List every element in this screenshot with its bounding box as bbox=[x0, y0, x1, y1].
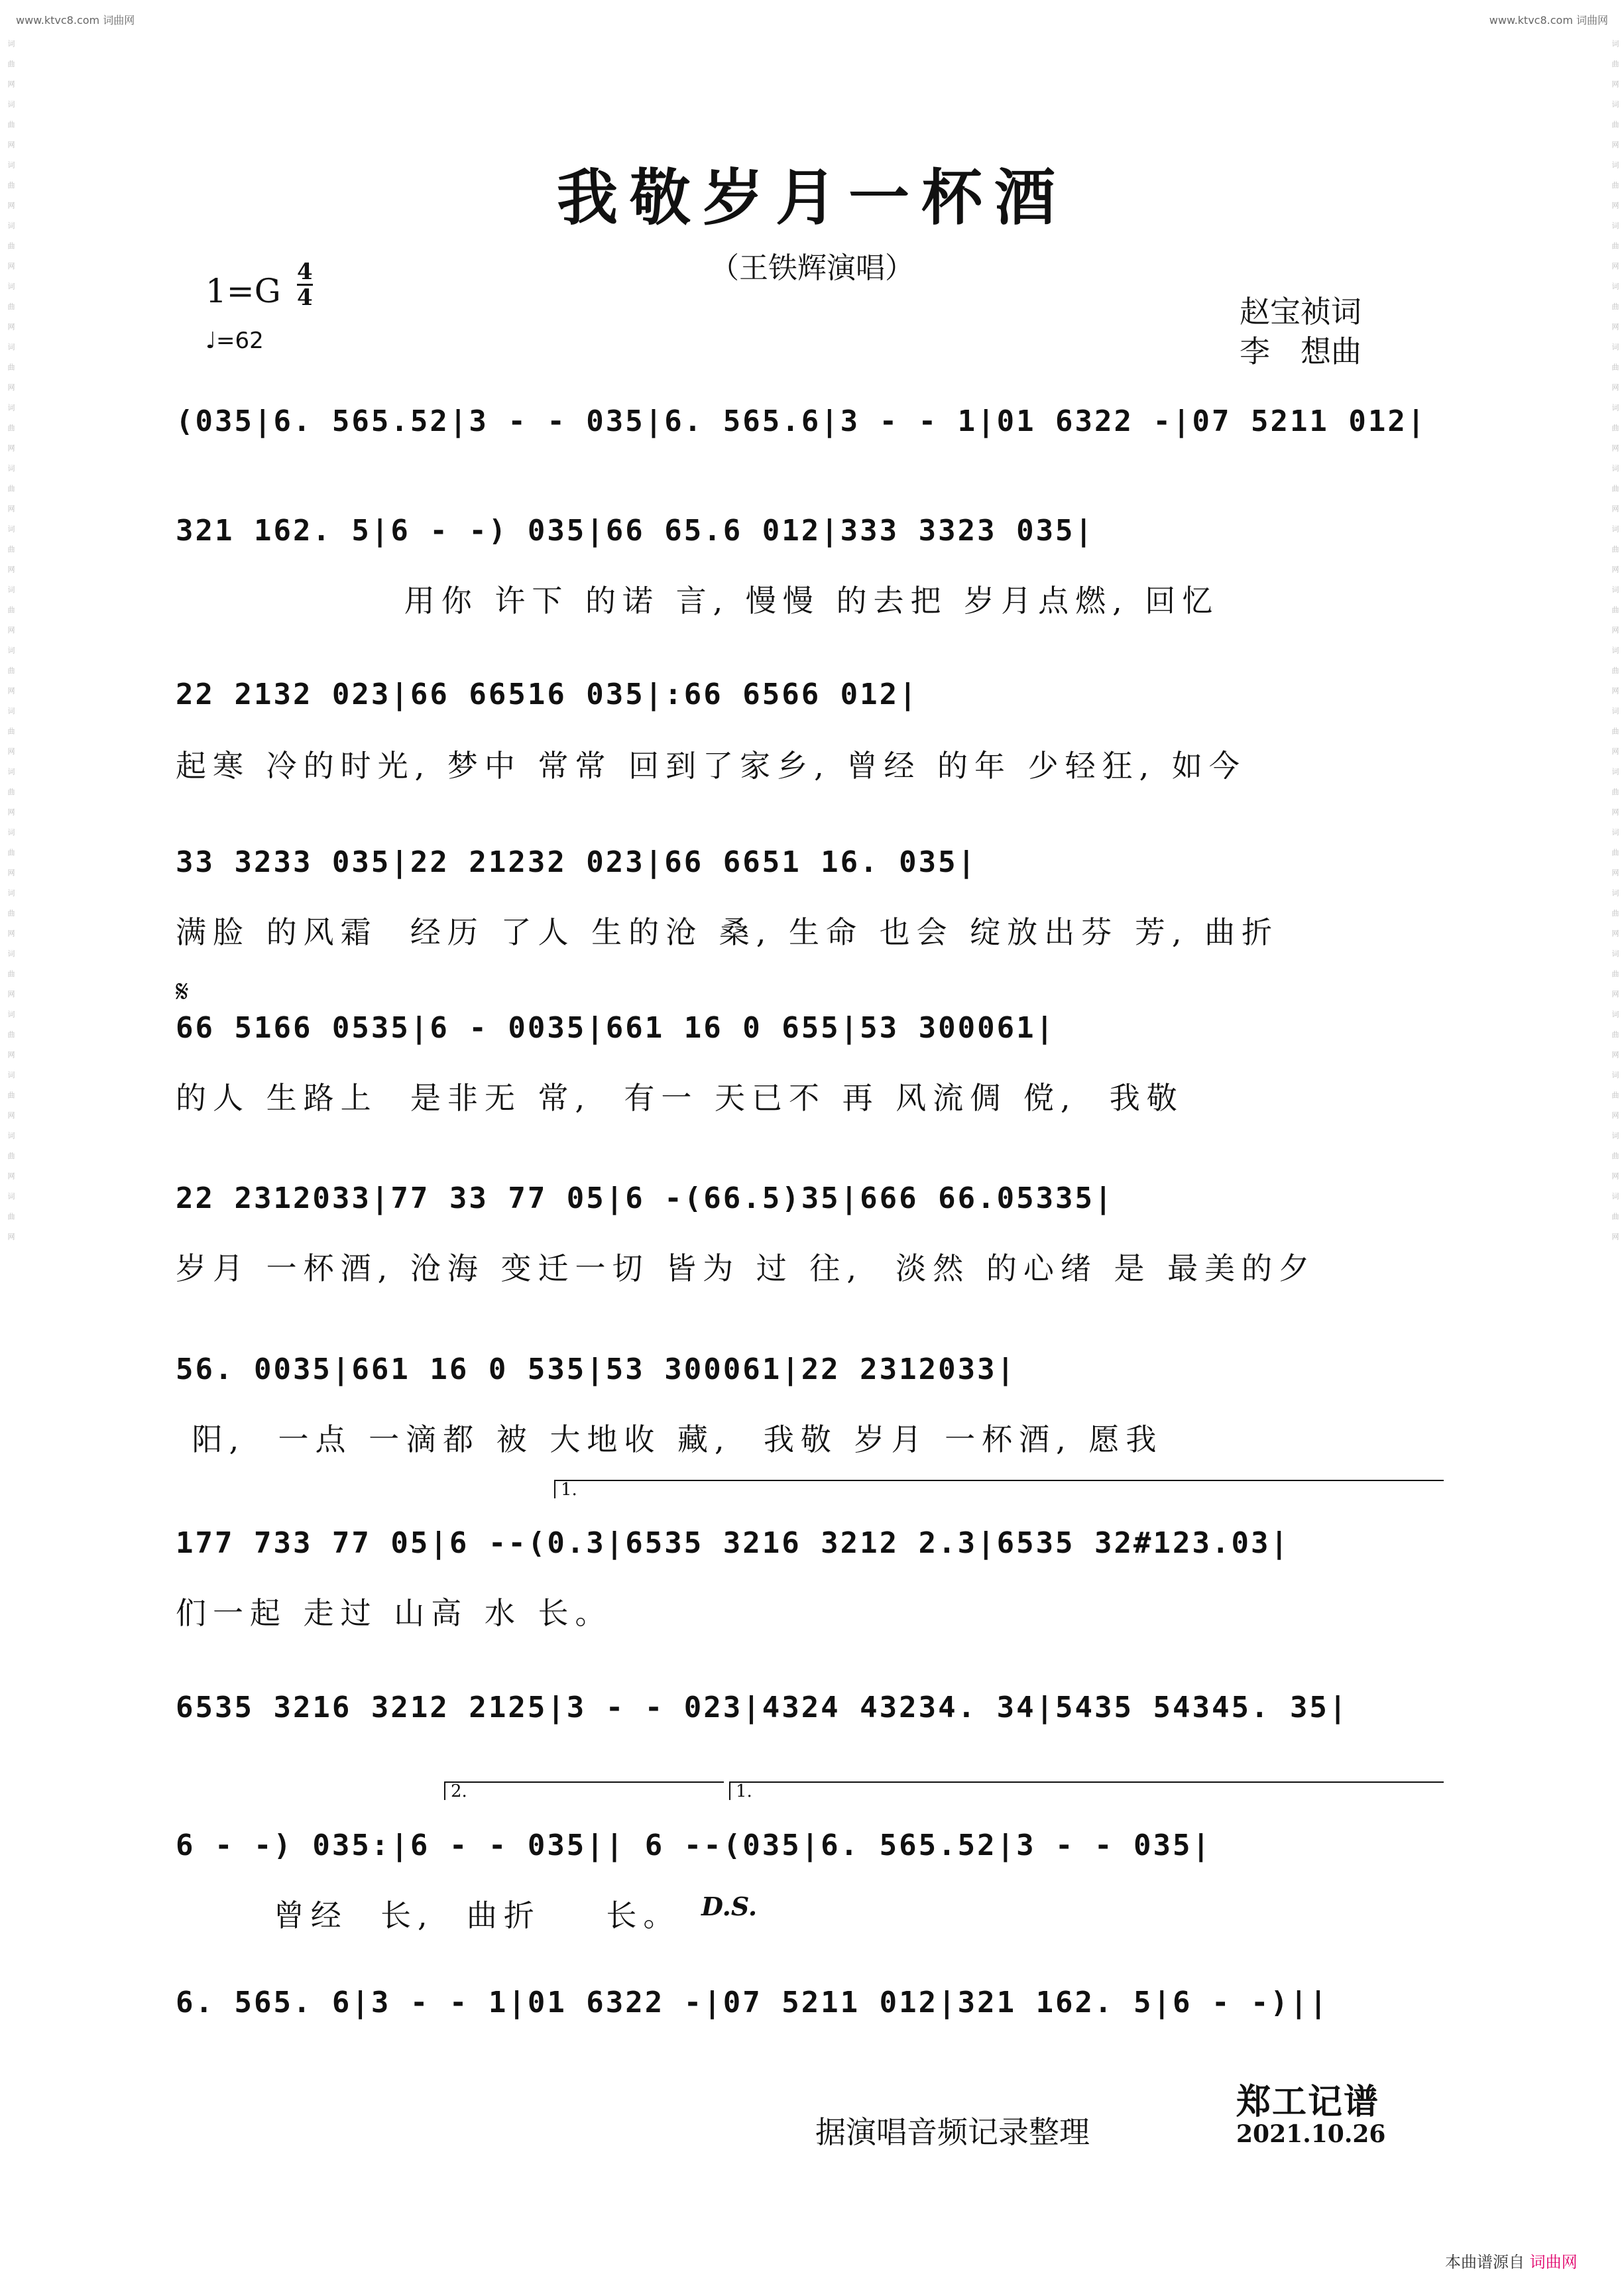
notation-line: 22 2132 023|66 66516 035|:66 6566 012| bbox=[176, 678, 919, 711]
source-credit-prefix: 本曲谱源自 bbox=[1445, 2253, 1525, 2271]
lyric-line: 曾经 长, 曲折 长。 bbox=[176, 1897, 681, 1933]
song-title: 我敬岁月一杯酒 bbox=[556, 162, 1067, 233]
time-signature-top: 4 bbox=[297, 259, 313, 285]
notation-line: 6. 565. 6|3 - - 1|01 6322 -|07 5211 012|321 162. 5|6 - -)|| bbox=[176, 1986, 1329, 2019]
lyricist: 赵宝祯词 bbox=[1240, 294, 1362, 330]
notation-line: 56. 0035|661 16 0 535|53 300061|22 2312033| bbox=[176, 1352, 1017, 1386]
volta-bracket-2 bbox=[444, 1781, 724, 1800]
volta-bracket-1b bbox=[729, 1781, 1444, 1800]
transcriber-signature: 郑工记谱 bbox=[1236, 2082, 1380, 2122]
transcription-note: 据演唱音频记录整理 bbox=[815, 2114, 1090, 2150]
volta-number: 1. bbox=[736, 1781, 752, 1801]
source-credit-site[interactable]: 词曲网 bbox=[1529, 2253, 1578, 2271]
lyric-line: 起寒 冷的时光, 梦中 常常 回到了家乡, 曾经 的年 少轻狂, 如今 bbox=[176, 748, 1246, 784]
lyric-line: 的人 生路上 是非无 常, 有一 天已不 再 风流倜 傥, 我敬 bbox=[176, 1080, 1184, 1116]
lyric-line: 满脸 的风霜 经历 了人 生的沧 桑, 生命 也会 绽放出芬 芳, 曲折 bbox=[176, 914, 1279, 950]
notation-line: 321 162. 5|6 - -) 035|66 65.6 012|333 3323 035| bbox=[176, 514, 1095, 548]
notation-line: 177 733 77 05|6 --(0.3|6535 3216 3212 2.3|6535 32#123.03| bbox=[176, 1526, 1290, 1560]
volta-number: 2. bbox=[451, 1781, 467, 1801]
notation-line: 6535 3216 3212 2125|3 - - 023|4324 43234. 34|5435 54345. 35| bbox=[176, 1691, 1349, 1724]
notation-line: (035|6. 565.52|3 - - 035|6. 565.6|3 - - 1|01 6322 -|07 5211 012| bbox=[176, 404, 1427, 438]
ds-marking: D.S. bbox=[701, 1892, 758, 1921]
composer: 李 想曲 bbox=[1240, 333, 1362, 369]
tempo-marking: ♩=62 bbox=[205, 328, 264, 354]
side-watermark-right: 词 曲 网 词 曲 网 词 曲 网 词 曲 网 词 曲 网 词 曲 网 词 曲 网 词 曲 网 词 曲 网 词 曲 网 词 曲 网 词 曲 网 词 曲 网 词 曲 网 词 曲 网 词 曲 网 词 曲 网 词 曲 网 词 曲 网 词 曲 网 bbox=[1611, 40, 1619, 1246]
site-watermark-left: www.ktvc8.com 词曲网 bbox=[16, 14, 135, 27]
notation-line: 22 2312033|77 33 77 05|6 -(66.5)35|666 66.05335| bbox=[176, 1181, 1114, 1215]
notation-line: 66 5166 0535|6 - 0035|661 16 0 655|53 300061| bbox=[176, 1011, 1056, 1045]
key-signature: 1=G bbox=[205, 272, 281, 310]
lyric-line: 岁月 一杯酒, 沧海 变迁一切 皆为 过 往, 淡然 的心绪 是 最美的夕 bbox=[176, 1250, 1316, 1286]
lyric-line: 阳, 一点 一滴都 被 大地收 藏, 我敬 岁月 一杯酒, 愿我 bbox=[176, 1421, 1163, 1457]
time-signature-bottom: 4 bbox=[297, 284, 313, 311]
source-credit bbox=[1445, 2249, 1578, 2272]
segno-sign: 𝄋 bbox=[176, 973, 189, 1009]
notation-line: 33 3233 035|22 21232 023|66 6651 16. 035| bbox=[176, 845, 978, 879]
volta-bracket-1 bbox=[554, 1480, 1444, 1498]
side-watermark-left: 词 曲 网 词 曲 网 词 曲 网 词 曲 网 词 曲 网 词 曲 网 词 曲 网 词 曲 网 词 曲 网 词 曲 网 词 曲 网 词 曲 网 词 曲 网 词 曲 网 词 曲 网 词 曲 网 词 曲 网 词 曲 网 词 曲 网 词 曲 网 bbox=[7, 40, 15, 1246]
volta-number: 1. bbox=[561, 1480, 577, 1500]
lyric-line: 们一起 走过 山高 水 长。 bbox=[176, 1595, 612, 1631]
site-watermark-right: www.ktvc8.com 词曲网 bbox=[1489, 14, 1608, 27]
transcription-date: 2021.10.26 bbox=[1236, 2120, 1386, 2148]
credits bbox=[1240, 292, 1362, 371]
lyric-line: 用你 许下 的诺 言, 慢慢 的去把 岁月点燃, 回忆 bbox=[176, 583, 1220, 619]
song-subtitle: （王铁辉演唱） bbox=[710, 251, 914, 285]
time-signature bbox=[297, 260, 313, 310]
notation-line: 6 - -) 035:|6 - - 035|| 6 --(035|6. 565.52|3 - - 035| bbox=[176, 1829, 1212, 1862]
